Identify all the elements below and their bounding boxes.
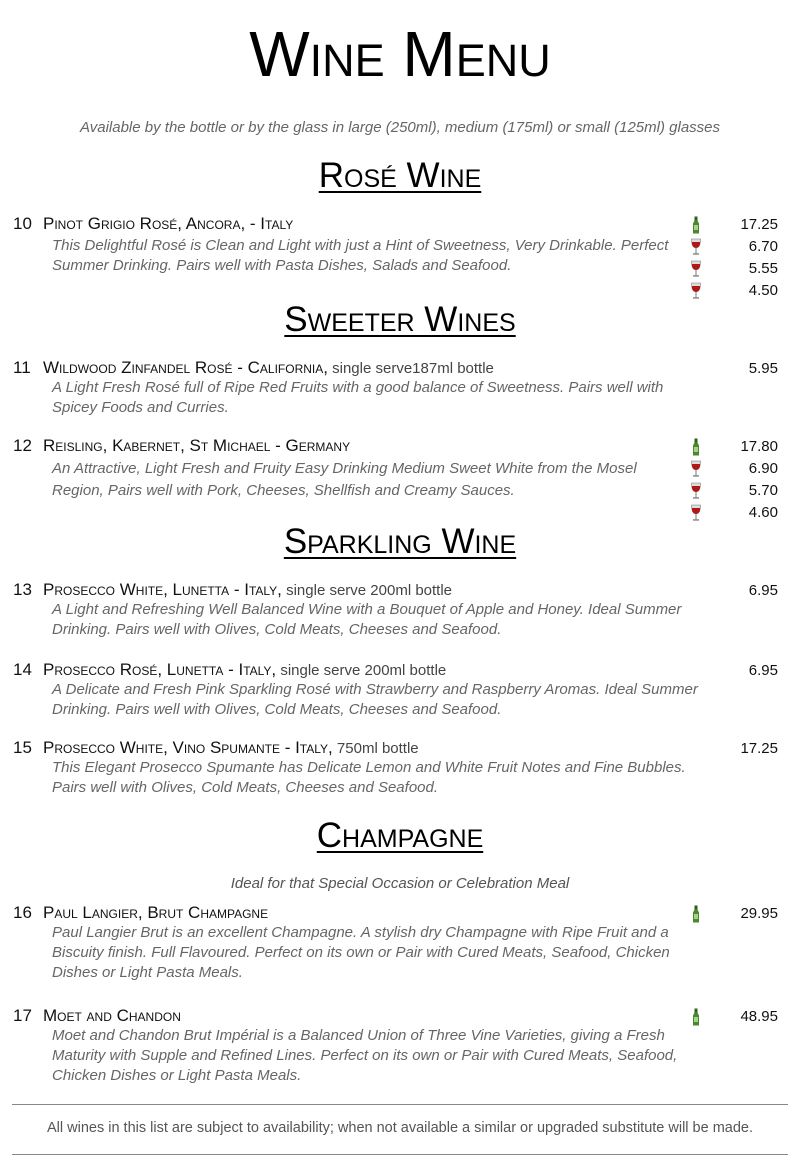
footer-rule-bottom [12, 1154, 788, 1155]
item-name: Prosecco White, Vino Spumante - Italy, [43, 738, 333, 757]
footer-rule-top [12, 1104, 788, 1105]
wine-bottle-icon [688, 1008, 704, 1026]
wine-glass-icon [688, 504, 704, 522]
item-name: Reisling, Kabernet, St Michael - Germany [43, 436, 351, 455]
item-heading [13, 903, 268, 924]
price-list [688, 580, 778, 602]
item-extra: single serve187ml bottle [327, 360, 494, 377]
price-large-glass: 6.70 [688, 236, 778, 258]
price-bottle: 5.95 [748, 360, 778, 377]
item-description: Moet and Chandon Brut Impérial is a Balanced Union of Three Vine Varieties, giving a Fresh Maturity with Supple and Refined Lines. Perfect on its own or Pair with Cured Meats, Seafood, Chicken Dishes or Light Pasta Meals. [52, 1027, 678, 1084]
wine-glass-icon [688, 260, 704, 278]
item-description: A Delicate and Fresh Pink Sparkling Rosé with Strawberry and Raspberry Aromas. Ideal Summer Drinking. Pairs well with Olives, Cold Meats, Cheeses and Seafood. [52, 681, 698, 718]
item-description: A Light Fresh Rosé full of Ripe Red Fruits with a good balance of Sweetness. Pairs well with Spicey Foods and Curries. [52, 379, 664, 416]
item-number: 14 [13, 660, 32, 679]
item-heading [13, 1006, 181, 1027]
price-medium-glass: 5.55 [688, 258, 778, 280]
item-extra: single serve 200ml bottle [281, 582, 453, 599]
item-name: Moet and Chandon [43, 1006, 181, 1025]
price-list [688, 738, 778, 760]
wine-glass-icon [688, 460, 704, 478]
item-extra: single serve 200ml bottle [276, 662, 447, 679]
price-bottle: 6.95 [748, 582, 778, 599]
item-number: 11 [13, 358, 31, 377]
price-bottle: 6.95 [748, 662, 778, 679]
price-bottle: 17.80 [688, 436, 778, 458]
item-number: 17 [13, 1006, 32, 1025]
item-extra: 750ml bottle [332, 740, 419, 757]
item-name: Prosecco White, Lunetta - Italy, [43, 580, 282, 599]
price-bottle: 17.25 [740, 740, 778, 757]
item-name: Paul Langier, Brut Champagne [43, 903, 269, 922]
section-title-champagne: Champagne [316, 816, 484, 855]
price-small-glass: 4.60 [688, 502, 778, 524]
item-number: 10 [13, 214, 32, 233]
item-description: This Elegant Prosecco Spumante has Delicate Lemon and White Fruit Notes and Fine Bubbles. Pairs well with Olives, Cold Meats, Cheeses and Seafood. [52, 759, 686, 796]
item-number: 16 [13, 903, 32, 922]
item-heading [13, 358, 494, 379]
wine-bottle-icon [688, 438, 704, 456]
item-description: Paul Langier Brut is an excellent Champagne. A stylish dry Champagne with Ripe Fruit and a Biscuity finish. Full Flavoured. Perfect on its own or Pair with Cured Meats, Seafood, Chicken Dishes or Light Pasta Meals. [52, 924, 670, 981]
item-heading [13, 580, 452, 601]
price-list [688, 214, 778, 302]
item-heading [13, 214, 293, 235]
wine-glass-icon [688, 238, 704, 256]
item-number: 12 [13, 436, 32, 455]
price-list [688, 660, 778, 682]
item-heading [13, 436, 350, 457]
item-description: An Attractive, Light Fresh and Fruity Easy Drinking Medium Sweet White from the Mosel Region, Pairs well with Pork, Cheeses, Shellfish and Creamy Sauces. [52, 460, 637, 499]
section-title-sparkling: Sparkling Wine [283, 522, 517, 561]
wine-glass-icon [688, 482, 704, 500]
section-title-sweeter: Sweeter Wines [284, 300, 516, 339]
price-small-glass: 4.50 [688, 280, 778, 302]
wine-bottle-icon [688, 216, 704, 234]
champagne-note: Ideal for that Special Occasion or Celebration Meal [230, 875, 570, 892]
wine-glass-icon [688, 282, 704, 300]
availability-footer: All wines in this list are subject to availability; when not available a similar or upgraded substitute will be made. [46, 1120, 754, 1136]
item-number: 15 [13, 738, 32, 757]
page-title: Wine Menu [249, 18, 551, 90]
price-list [688, 903, 778, 925]
price-list [688, 1006, 778, 1028]
price-list [688, 358, 778, 380]
item-name: Pinot Grigio Rosé, Ancora, - Italy [43, 214, 294, 233]
glass-sizes-subtitle: Available by the bottle or by the glass in large (250ml), medium (175ml) or small (125ml) glasses [80, 119, 720, 136]
price-list [688, 436, 778, 524]
section-title-rose: Rosé Wine [318, 156, 482, 195]
item-heading [13, 660, 446, 681]
item-description: This Delightful Rosé is Clean and Light with just a Hint of Sweetness, Very Drinkable. Perfect Summer Drinking. Pairs well with Pasta Dishes, Salads and Seafood. [52, 237, 669, 274]
wine-bottle-icon [688, 905, 704, 923]
item-heading [13, 738, 419, 759]
price-medium-glass: 5.70 [688, 480, 778, 502]
item-name: Prosecco Rosé, Lunetta - Italy, [43, 660, 277, 679]
price-large-glass: 6.90 [688, 458, 778, 480]
price-bottle: 29.95 [688, 903, 778, 925]
price-bottle: 17.25 [688, 214, 778, 236]
item-number: 13 [13, 580, 32, 599]
price-bottle: 48.95 [688, 1006, 778, 1028]
item-description: A Light and Refreshing Well Balanced Wine with a Bouquet of Apple and Honey. Ideal Summer Drinking. Pairs well with Olives, Cold Meats, Cheeses and Seafood. [52, 601, 682, 638]
item-name: Wildwood Zinfandel Rosé - California, [43, 358, 328, 377]
